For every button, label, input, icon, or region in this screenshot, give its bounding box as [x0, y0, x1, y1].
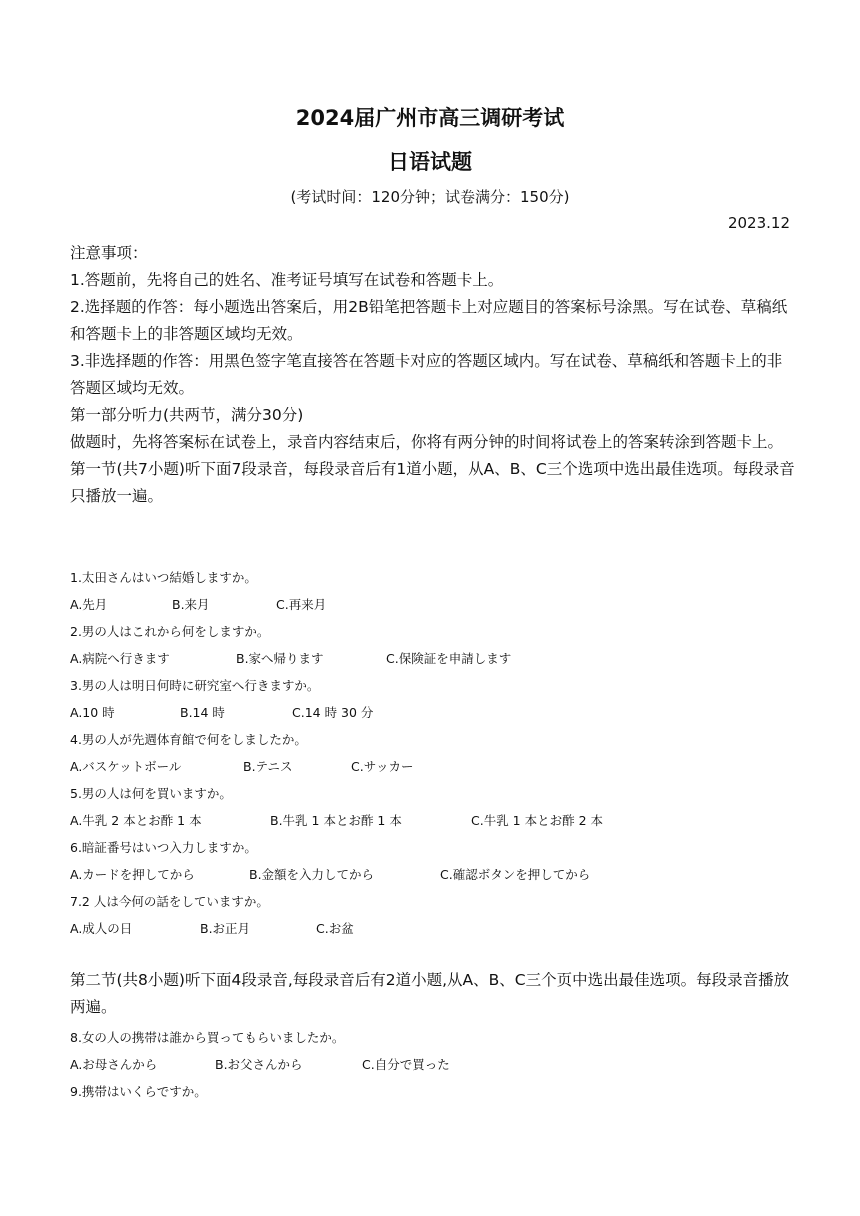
option-b: B.お父さんから [215, 1057, 303, 1072]
notice-item: 3.非选择题的作答：用黑色签字笔直接答在答题卡对应的答题区域内。写在试卷、草稿纸和答题卡上的非答题区域均无效。 [70, 352, 783, 397]
option-b: B.金額を入力してから [249, 867, 375, 882]
option-c: C.お盆 [316, 921, 354, 936]
question-text: 3.男の人は明日何時に研究室へ行きますか。 [70, 678, 320, 693]
option-c: C.自分で買った [362, 1057, 450, 1072]
option-a: A.病院へ行きます [70, 651, 170, 666]
option-c: C.確認ボタンを押してから [440, 867, 591, 882]
option-b: B.家へ帰ります [236, 651, 324, 666]
question-text: 9.携帯はいくらですか。 [70, 1084, 207, 1099]
option-c: C.再来月 [276, 597, 327, 612]
question-text: 5.男の人は何を買いますか。 [70, 786, 232, 801]
question-text: 8.女の人の携帯は誰から買ってもらいましたか。 [70, 1030, 345, 1045]
notice-block [70, 240, 795, 510]
option-a: A.牛乳 2 本とお酢 1 本 [70, 813, 202, 828]
option-a: A.10 時 [70, 705, 115, 720]
question-text: 1.太田さんはいつ結婚しますか。 [70, 570, 257, 585]
option-c: C.サッカー [351, 759, 414, 774]
option-c: C.牛乳 1 本とお酢 2 本 [471, 813, 604, 828]
option-b: B.テニス [243, 759, 293, 774]
option-c: C.14 時 30 分 [292, 705, 374, 720]
exam-date: 2023.12 [727, 214, 790, 232]
section1-instruction: 第一节(共7小题)听下面7段录音，每段录音后有1道小题，从A、B、C三个选项中选出最佳选项。每段录音只播放一遍。 [70, 460, 795, 505]
notice-item: 1.答题前，先将自己的姓名、准考证号填写在试卷和答题卡上。 [70, 271, 504, 289]
question-text: 2.男の人はこれから何をしますか。 [70, 624, 270, 639]
exam-title: 2024届广州市高三调研考试 [295, 106, 565, 130]
option-a: A.バスケットボール [70, 759, 182, 774]
exam-subtitle: 日语试题 [388, 150, 472, 174]
question-text: 4.男の人が先週体育館で何をしましたか。 [70, 732, 307, 747]
part1-heading: 第一部分听力(共两节，满分30分) [70, 406, 304, 424]
option-b: B.牛乳 1 本とお酢 1 本 [270, 813, 402, 828]
option-b: B.お正月 [200, 921, 251, 936]
option-b: B.14 時 [180, 705, 225, 720]
question-text: 6.暗証番号はいつ入力しますか。 [70, 840, 257, 855]
notice-item: 2.选择题的作答：每小题选出答案后，用2B铅笔把答题卡上对应题目的答案标号涂黑。写在试卷、草稿纸和答题卡上的非答题区域均无效。 [70, 298, 788, 343]
option-a: A.成人の日 [70, 921, 133, 936]
notice-heading: 注意事项： [70, 244, 148, 262]
exam-info: (考试时间：120分钟；试卷满分：150分) [290, 188, 570, 206]
part1-instruction: 做题时，先将答案标在试卷上，录音内容结束后，你将有两分钟的时间将试卷上的答案转涂到答题卡上。 [70, 433, 784, 451]
option-a: A.先月 [70, 597, 108, 612]
option-c: C.保険証を申請します [386, 651, 512, 666]
option-a: A.カードを押してから [70, 867, 195, 882]
option-b: B.来月 [172, 597, 210, 612]
option-a: A.お母さんから [70, 1057, 158, 1072]
question-text: 7.2 人は今何の話をしていますか。 [70, 894, 269, 909]
section2-instruction: 第二节(共8小题)听下面4段录音,每段录音后有2道小题,从A、B、C三个页中选出最佳选项。每段录音播放两遍。 [70, 971, 790, 1016]
